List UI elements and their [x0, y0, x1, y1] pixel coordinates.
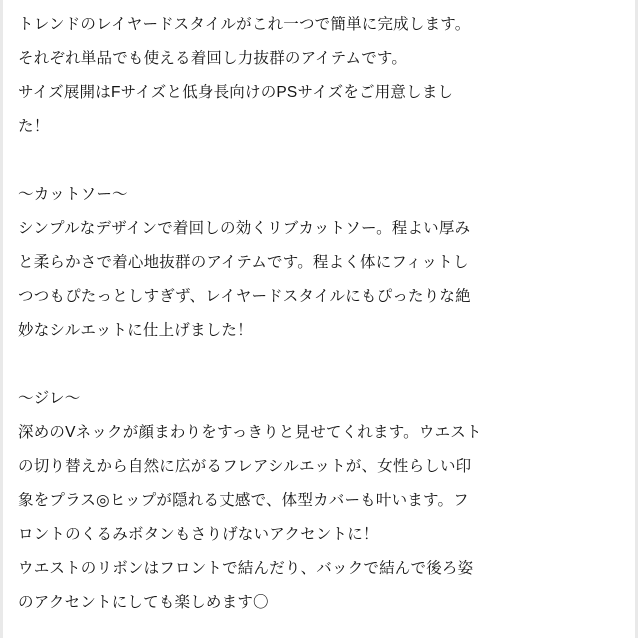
- text-line: つつもぴたっとしすぎず、レイヤードスタイルにもぴったりな絶: [18, 288, 471, 305]
- paragraph-spacer: [18, 348, 620, 382]
- text-line: 妙なシルエットに仕上げました！: [18, 322, 253, 339]
- text-line: ロントのくるみボタンもさりげないアクセントに！: [18, 526, 379, 543]
- text-line: 象をプラス◎ヒップが隠れる丈感で、体型カバーも叶います。フ: [18, 492, 469, 509]
- text-line: サイズ展開はFサイズと低身長向けのPSサイズをご用意しまし: [18, 84, 454, 101]
- text-line: 深めのVネックが顔まわりをすっきりと見せてくれます。ウエスト: [18, 424, 482, 441]
- document-body: [18, 8, 620, 620]
- section-heading-cutsew: 〜カットソー〜: [18, 186, 128, 203]
- text-line: の切り替えから自然に広がるフレアシルエットが、女性らしい印: [18, 458, 472, 475]
- section-gilet: [18, 382, 620, 620]
- section-heading-gilet: 〜ジレ〜: [18, 390, 81, 407]
- text-line: と柔らかさで着心地抜群のアイテムです。程よく体にフィットし: [18, 254, 469, 271]
- text-line: それぞれ単品でも使える着回し力抜群のアイテムです。: [18, 50, 408, 67]
- section-cutsew: [18, 178, 620, 348]
- text-line: のアクセントにしても楽しめます〇: [18, 594, 269, 611]
- paragraph-spacer: [18, 144, 620, 178]
- text-line: シンプルなデザインで着回しの効くリブカットソー。程よい厚み: [18, 220, 471, 237]
- text-line: トレンドのレイヤードスタイルがこれ一つで簡単に完成します。: [18, 16, 471, 33]
- text-line: ウエストのリボンはフロントで結んだり、バックで結んで後ろ姿: [18, 560, 474, 577]
- text-line: た！: [18, 118, 50, 135]
- page-left-edge: [0, 0, 3, 638]
- paragraph-intro: [18, 8, 620, 144]
